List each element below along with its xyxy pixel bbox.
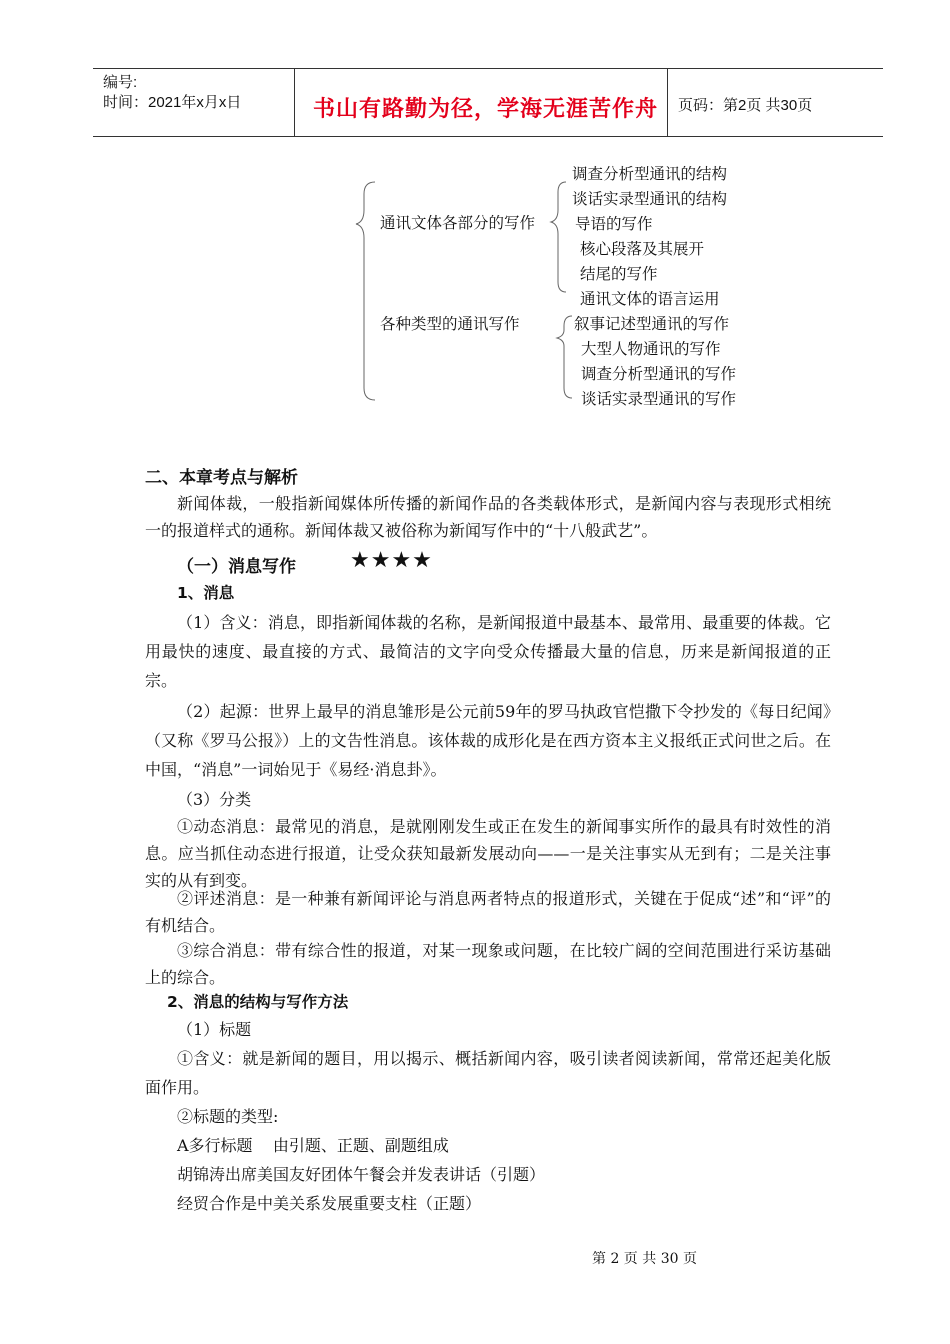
section-title: 二、本章考点与解析: [145, 468, 298, 488]
outline-group2-item-2: 大型人物通讯的写作: [581, 340, 721, 358]
outline-main-brace: [356, 182, 375, 400]
header-number-label: 编号:: [103, 74, 138, 91]
outline-group2-item-4: 谈话实录型通讯的写作: [581, 390, 737, 408]
outline-group1-brace: [551, 182, 566, 292]
paragraph-commentary-news: ②评述消息：是一种兼有新闻评论与消息两者特点的报道形式，关键在于促成“述”和“评”的有机结合。: [145, 889, 831, 935]
outline-group1-item-3: 导语的写作: [575, 215, 653, 233]
paragraph-origin: （2）起源：世界上最早的消息雏形是公元前59年的罗马执政官恺撒下令抄发的《每日纪闻》（又称《罗马公报》）上的文告性消息。该体裁的成形化是在西方资本主义报纸正式问世之后。在中国，“消息”一词始见于《易经·消息卦》。: [145, 702, 831, 779]
paragraph-multiline-headline: A多行标题 由引题、正题、副题组成: [177, 1136, 449, 1155]
outline-group2-item-3: 调查分析型通讯的写作: [581, 365, 737, 383]
outline-group1-item-6: 通讯文体的语言运用: [580, 290, 720, 308]
subsection-title: （一）消息写作: [177, 557, 296, 577]
heading-2: 2、消息的结构与写作方法: [167, 993, 349, 1011]
outline-group1-label: 通讯文体各部分的写作: [380, 214, 536, 232]
paragraph-comprehensive-news: ③综合消息：带有综合性的报道，对某一现象或问题，在比较广阔的空间范围进行采访基础上的综合。: [145, 941, 831, 987]
heading-1: 1、消息: [177, 584, 235, 602]
header-time-label: 时间：2021年x月x日: [103, 94, 242, 111]
paragraph-classification-title: （3）分类: [177, 790, 252, 809]
paragraph-headline-definition: ①含义：就是新闻的题目，用以揭示、概括新闻内容，吸引读者阅读新闻，常常还起美化版面作用。: [145, 1049, 831, 1097]
header-motto: 书山有路勤为径，学海无涯苦作舟: [313, 97, 659, 122]
header-divider-right: [667, 68, 668, 136]
outline-group2-item-1: 叙事记述型通讯的写作: [574, 315, 730, 333]
outline-group2-brace: [557, 316, 572, 398]
paragraph-example-lead-title: 胡锦涛出席美国友好团体午餐会并发表讲话（引题）: [177, 1165, 546, 1184]
paragraph-headline-title: （1）标题: [177, 1020, 252, 1039]
header-page-label: 页码：第2页 共30页: [678, 97, 813, 114]
paragraph-example-main-title: 经贸合作是中美关系发展重要支柱（正题）: [177, 1194, 482, 1213]
paragraph-headline-types: ②标题的类型:: [177, 1107, 279, 1126]
outline-group1-item-5: 结尾的写作: [580, 265, 658, 283]
paragraph-dynamic-news: ①动态消息：最常见的消息，是就刚刚发生或正在发生的新闻事实所作的最具有时效性的消息。应当抓住动态进行报道，让受众获知最新发展动向——一是关注事实从无到有；二是关注事实的从有到变。: [145, 817, 831, 890]
header-bottom-rule: [93, 136, 883, 137]
outline-group1-item-1: 调查分析型通讯的结构: [572, 165, 728, 183]
outline-group2-label: 各种类型的通讯写作: [380, 315, 520, 333]
header-divider-left: [294, 68, 295, 136]
footer-page-number: 第 2 页 共 30 页: [592, 1251, 697, 1267]
outline-group1-item-4: 核心段落及其展开: [580, 240, 705, 258]
paragraph-definition: （1）含义：消息，即指新闻体裁的名称，是新闻报道中最基本、最常用、最重要的体裁。它用最快的速度、最直接的方式、最简洁的文字向受众传播最大量的信息，历来是新闻报道的正宗。: [145, 613, 831, 690]
header-top-rule: [93, 68, 883, 69]
outline-group1-item-2: 谈话实录型通讯的结构: [572, 190, 728, 208]
importance-stars: ★★★★: [350, 548, 433, 573]
intro-paragraph: 新闻体裁，一般指新闻媒体所传播的新闻作品的各类载体形式，是新闻内容与表现形式相统一的报道样式的通称。新闻体裁又被俗称为新闻写作中的“十八般武艺”。: [145, 494, 831, 540]
